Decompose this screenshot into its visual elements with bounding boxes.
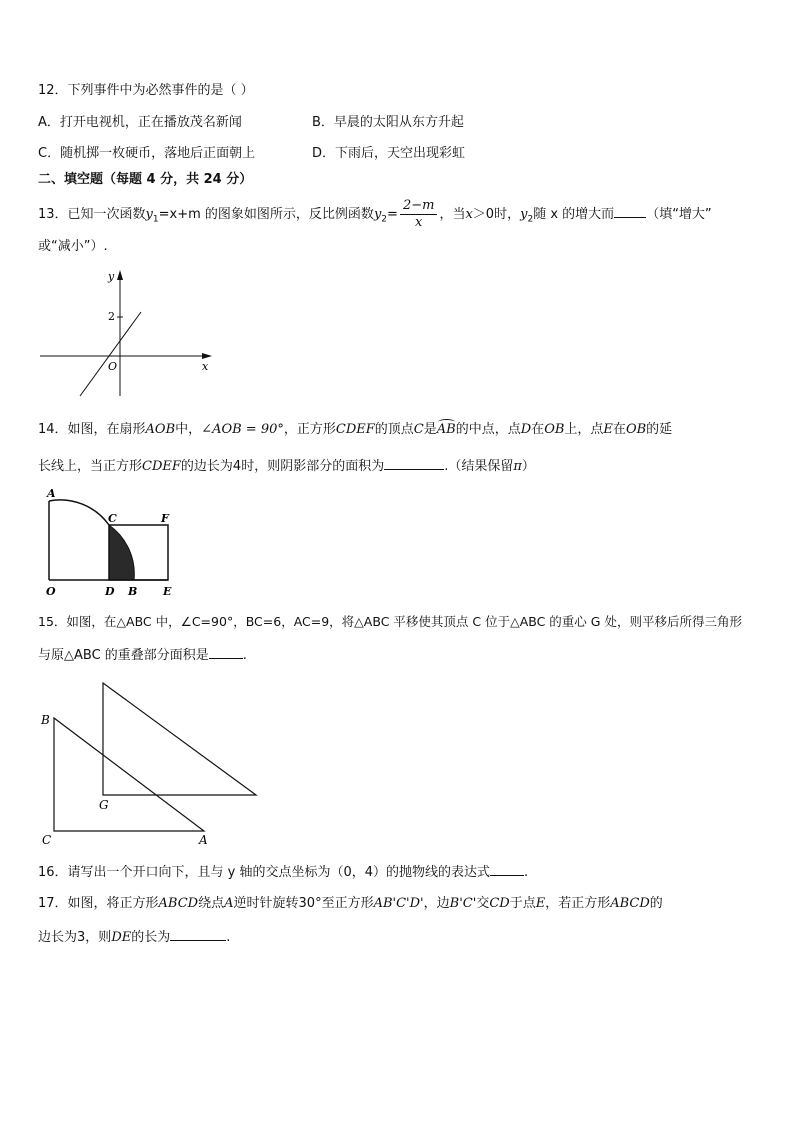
svg-text:O: O [46,585,56,598]
q13-intercept-label: 2 [108,310,115,323]
q13-line1: 13．已知一次函数$y_1=x+m$ 的图象如图所示，反比例函数$y_2=$ $\frac{2-m}{x}$ ，当x＞0时，$y_2$随 x 的增大而 （填“增大” [38,198,712,230]
svg-text:D: D [105,585,115,598]
svg-text:G: G [99,798,109,812]
q15-translated-triangle [103,683,256,795]
q12-stem: 12．下列事件中为必然事件的是（ ） [38,83,254,98]
svg-text:F: F [161,512,169,525]
q16-line: 16．请写出一个开口向下，且与 y 轴的交点坐标为（0，4）的抛物线的表达式 . [38,865,529,880]
q17-line1: 17．如图，将正方形ABCD绕点A逆时针旋转30°至正方形AB'C'D'，边B'C'交CD于点E，若正方形ABCD的 [38,896,663,911]
q12-option-a: A．打开电视机，正在播放茂名新闻 [38,115,242,130]
q14-shaded-region [109,525,134,580]
q13-origin-label: O [108,360,118,373]
q13-line2: 或“减小”）. [38,239,108,254]
q14-line1: 14．如图，在扇形AOB中，∠AOB = 90°，正方形CDEF的顶点C是 AB的中点，点D在OB上，点E在OB的延 [38,421,672,439]
q13-answer-blank[interactable] [614,205,646,218]
svg-text:A: A [199,833,208,847]
q13-graph [38,268,218,408]
q14-line2: 长线上，当正方形CDEF的边长为4时，则阴影部分的面积为 .（结果保留π） [38,459,535,474]
q16-answer-blank[interactable] [490,863,524,876]
q15-answer-blank[interactable] [209,646,243,659]
q12-option-c: C．随机掷一枚硬币，落地后正面朝上 [38,146,256,161]
q15-figure [38,678,268,848]
q13-x-label: x [202,360,209,373]
svg-text:B: B [128,585,138,598]
q15-line2: 与原△ABC 的重叠部分面积是 . [38,648,247,663]
svg-text:C: C [108,512,117,525]
q14-answer-blank[interactable] [384,457,444,470]
q14-arc-ab: AB [437,421,456,439]
q14-figure [44,487,194,602]
section-heading: 二、填空题（每题 4 分，共 24 分） [38,172,253,187]
q17-line2: 边长为3，则DE的长为 . [38,930,231,945]
q13-y-label: y [108,270,115,283]
q12-option-d: D．下雨后，天空出现彩虹 [312,146,466,161]
svg-text:A: A [47,487,56,500]
q17-answer-blank[interactable] [170,928,226,941]
q13-fraction: $\frac{2-m}{x}$ [400,198,438,231]
svg-text:B: B [41,713,50,727]
svg-text:C: C [42,833,52,847]
svg-text:E: E [163,585,172,598]
q15-line1: 15．如图，在△ABC 中，∠C=90°，BC=6，AC=9，将△ABC 平移使其顶点 C 位于△ABC 的重心 G 处，则平移后所得三角形 [38,614,742,629]
q12-option-b: B．早晨的太阳从东方升起 [312,115,464,130]
q15-original-triangle [54,718,204,831]
